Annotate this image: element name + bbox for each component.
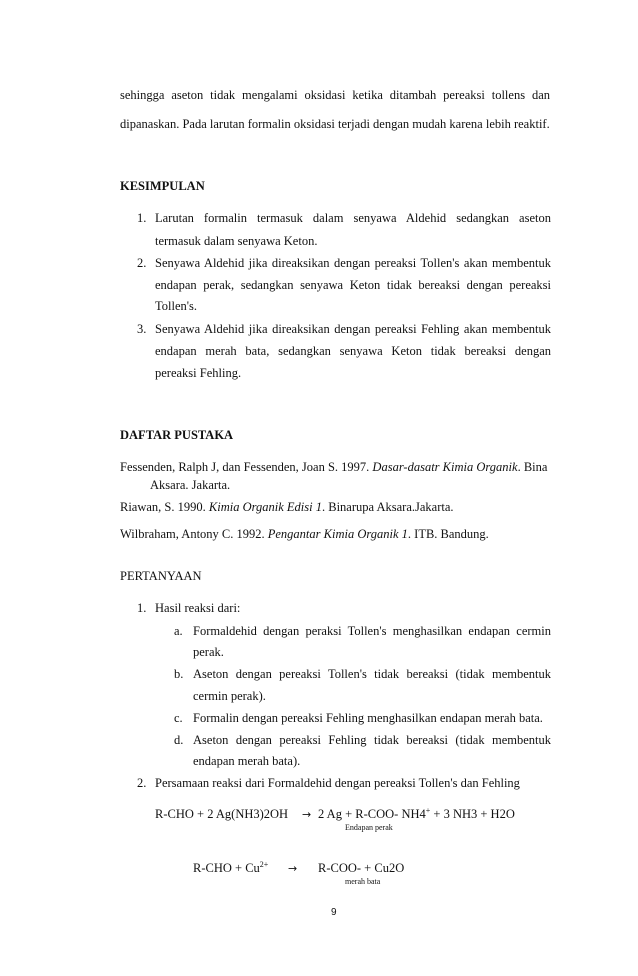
intro-line-2: dipanaskan. Pada larutan formalin oksidasi terjadi dengan mudah karena lebih reaktif. — [120, 117, 550, 131]
reaction-2-reactants-charge: 2+ — [259, 859, 269, 869]
kesimpulan-item-1-number: 1. — [137, 211, 147, 225]
page-number: 9 — [331, 907, 337, 918]
kesimpulan-item-3-line-3: pereaksi Fehling. — [155, 366, 242, 380]
reaction-1-arrow-icon: → — [302, 808, 312, 821]
question-2-number: 2. — [137, 776, 147, 790]
pustaka-heading: DAFTAR PUSTAKA — [120, 428, 234, 442]
question-1b-line-2: cermin perak). — [193, 689, 266, 703]
reaction-1-products-rest: + 3 NH3 + H2O — [430, 807, 515, 821]
question-1-number: 1. — [137, 601, 147, 615]
reaction-2-reactants — [193, 861, 268, 876]
question-1c-line-1: Formalin dengan pereaksi Fehling menghasilkan endapan merah bata. — [193, 711, 543, 725]
reference-2 — [120, 500, 454, 515]
question-1a-line-1: Formaldehid dengan peraksi Tollen's menghasilkan endapan cermin — [193, 624, 551, 638]
kesimpulan-item-1-line-1: Larutan formalin termasuk dalam senyawa Aldehid sedangkan aseton — [155, 211, 551, 225]
reaction-1-reactants: R-CHO + 2 Ag(NH3)2OH — [155, 807, 289, 821]
pertanyaan-heading: PERTANYAAN — [120, 569, 202, 583]
reaction-1-note: Endapan perak — [345, 823, 393, 832]
kesimpulan-heading: KESIMPULAN — [120, 179, 205, 193]
reaction-1-products — [318, 807, 515, 822]
reference-3-publisher: . ITB. Bandung. — [407, 527, 489, 541]
question-1d-line-1: Aseton dengan pereaksi Fehling tidak bereaksi (tidak membentuk — [193, 733, 551, 747]
kesimpulan-item-2-number: 2. — [137, 256, 147, 270]
question-2-text: Persamaan reaksi dari Formaldehid dengan pereaksi Tollen's dan Fehling — [155, 776, 520, 790]
kesimpulan-item-3-line-2: endapan merah bata, sedangkan senyawa Keton tidak bereaksi dengan — [155, 344, 551, 358]
reference-1-publisher: . Bina — [517, 460, 548, 474]
intro-line-1: sehingga aseton tidak mengalami oksidasi ketika ditambah pereaksi tollens dan — [120, 88, 550, 102]
reference-1-title: Dasar-dasatr Kimia Organik — [372, 460, 518, 474]
reaction-2-arrow-icon: → — [288, 862, 298, 875]
question-1d-line-2: endapan merah bata). — [193, 754, 301, 768]
reaction-1-products-main: 2 Ag + R-COO- NH4 — [318, 807, 426, 821]
reference-3-authors: Wilbraham, Antony C. 1992. — [120, 527, 268, 541]
reaction-2-note: merah bata — [345, 877, 381, 886]
reference-2-authors: Riawan, S. 1990. — [120, 500, 209, 514]
question-1d-letter: d. — [174, 733, 184, 747]
reference-2-title: Kimia Organik Edisi 1 — [208, 500, 322, 514]
reference-2-publisher: . Binarupa Aksara.Jakarta. — [321, 500, 454, 514]
kesimpulan-item-2-line-3: Tollen's. — [155, 299, 197, 313]
kesimpulan-item-1-line-2: termasuk dalam senyawa Keton. — [155, 234, 318, 248]
question-1b-line-1: Aseton dengan pereaksi Tollen's tidak bereaksi (tidak membentuk — [193, 667, 551, 681]
question-1a-letter: a. — [174, 624, 183, 638]
reference-1 — [120, 460, 550, 475]
reference-1-continuation: Aksara. Jakarta. — [150, 478, 231, 492]
kesimpulan-item-3-number: 3. — [137, 322, 147, 336]
reaction-1-products-charge: + — [425, 805, 431, 815]
reference-3-title: Pengantar Kimia Organik 1 — [267, 527, 408, 541]
reaction-2-reactants-main: R-CHO + Cu — [193, 861, 260, 875]
kesimpulan-item-2-line-1: Senyawa Aldehid jika direaksikan dengan pereaksi Tollen's akan membentuk — [155, 256, 551, 270]
kesimpulan-item-2-line-2: endapan perak, sedangkan senyawa Keton tidak bereaksi dengan pereaksi — [155, 278, 551, 292]
question-1c-letter: c. — [174, 711, 183, 725]
question-1-text: Hasil reaksi dari: — [155, 601, 241, 615]
reference-1-authors: Fessenden, Ralph J, dan Fessenden, Joan S. 1997. — [120, 460, 373, 474]
reference-3 — [120, 527, 489, 542]
question-1b-letter: b. — [174, 667, 184, 681]
reaction-2-products: R-COO- + Cu2O — [318, 861, 405, 875]
question-1a-line-2: perak. — [193, 645, 224, 659]
kesimpulan-item-3-line-1: Senyawa Aldehid jika direaksikan dengan pereaksi Fehling akan membentuk — [155, 322, 551, 336]
